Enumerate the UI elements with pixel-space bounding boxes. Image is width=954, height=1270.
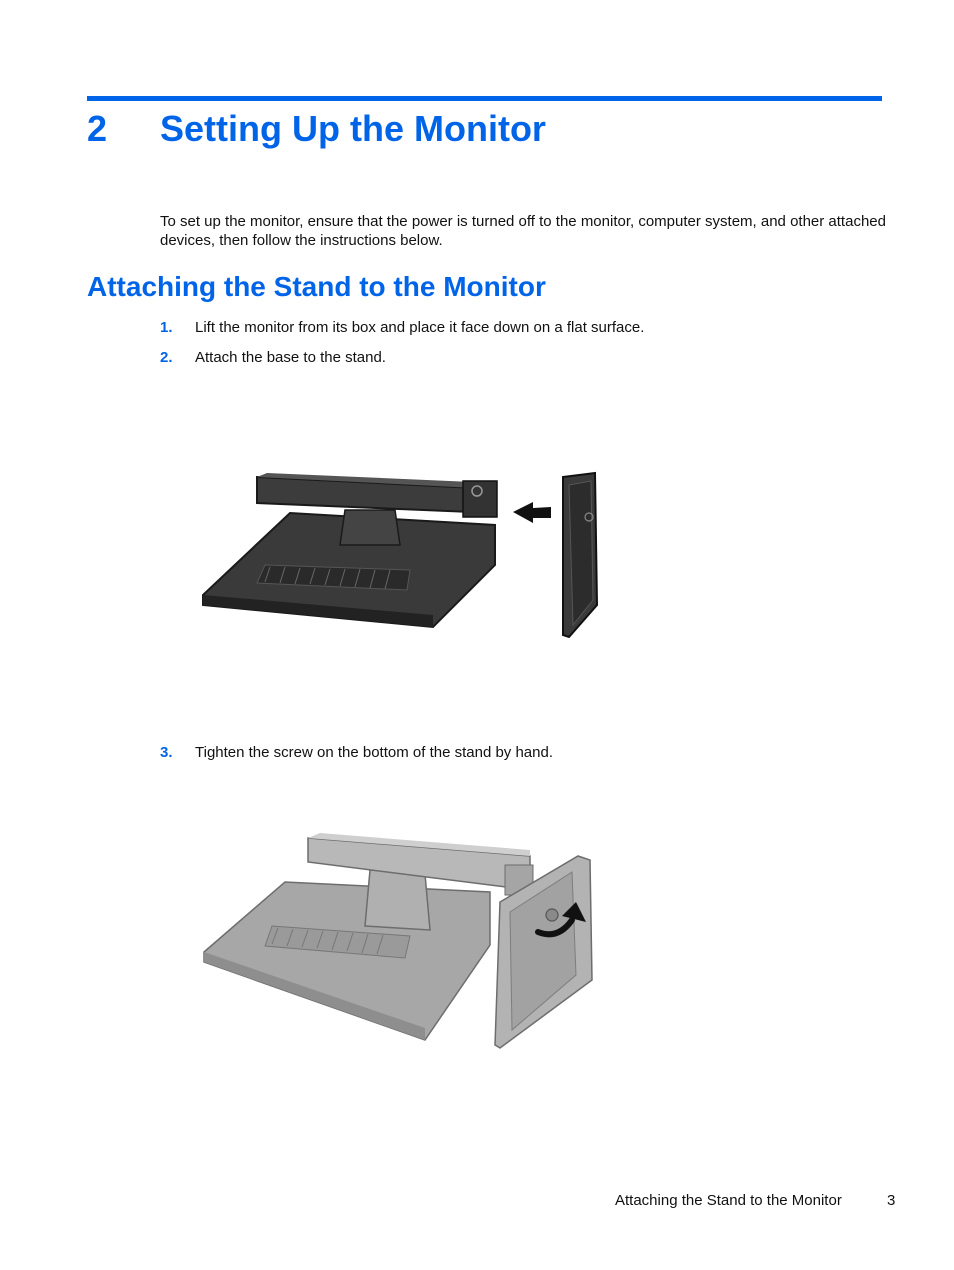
step-text: Attach the base to the stand. <box>195 349 386 366</box>
footer-section-title: Attaching the Stand to the Monitor <box>615 1192 842 1209</box>
page-number: 3 <box>887 1192 896 1209</box>
step-number: 1. <box>160 319 173 336</box>
intro-paragraph: To set up the monitor, ensure that the power is turned off to the monitor, computer system, and other attached devices, then follow the instructions below. <box>160 213 886 249</box>
section-title: Attaching the Stand to the Monitor <box>87 271 546 302</box>
step-number: 3. <box>160 744 173 761</box>
step-text: Tighten the screw on the bottom of the stand by hand. <box>195 744 554 761</box>
step-1 <box>160 318 644 337</box>
step-2 <box>160 348 386 367</box>
tighten-screw-illustration <box>200 830 595 1050</box>
step-number: 2. <box>160 349 173 366</box>
chapter-title: Setting Up the Monitor <box>160 108 546 149</box>
chapter-rule <box>87 96 882 101</box>
step-text: Lift the monitor from its box and place it face down on a flat surface. <box>195 319 645 336</box>
chapter-number: 2 <box>87 108 108 149</box>
step-3 <box>160 743 553 762</box>
attach-base-illustration <box>195 465 605 645</box>
